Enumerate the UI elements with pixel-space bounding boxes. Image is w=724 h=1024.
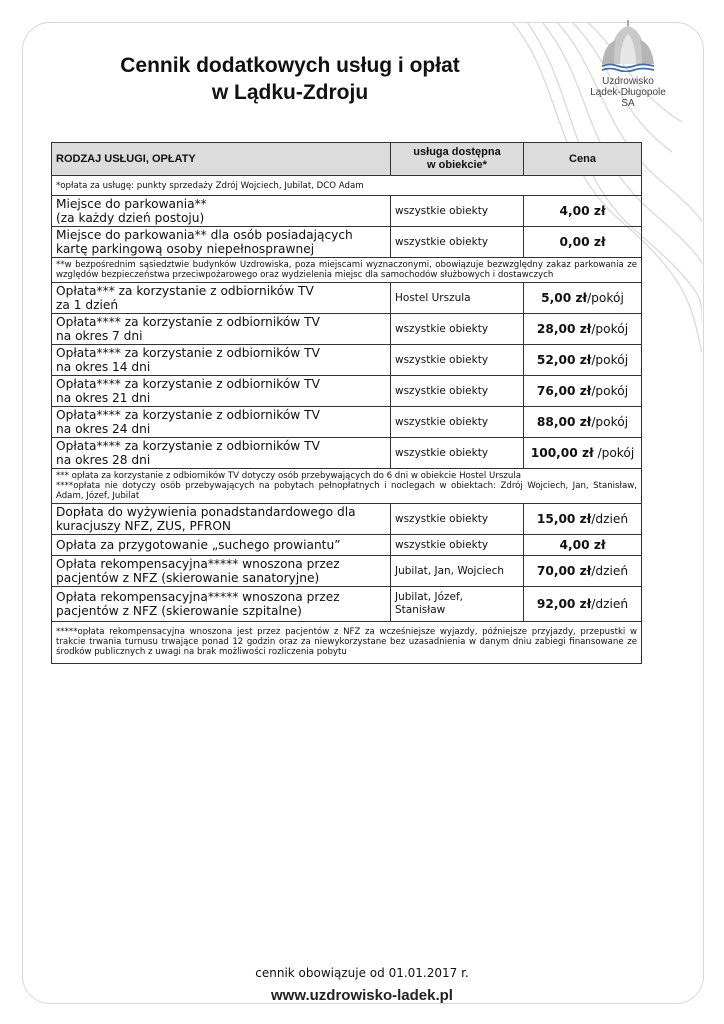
availability-cell: wszystkie obiekty xyxy=(391,227,524,258)
service-line-2: na okres 14 dni xyxy=(56,360,151,374)
price-unit: /pokój xyxy=(587,291,624,305)
availability-line-1: wszystkie obiekty xyxy=(395,538,489,551)
price-amount: 52,00 zł xyxy=(536,353,592,367)
availability-cell: Hostel Urszula xyxy=(391,283,524,314)
price-amount: 4,00 zł xyxy=(559,538,606,552)
service-cell xyxy=(52,535,391,556)
service-cell xyxy=(52,227,391,258)
page-title xyxy=(80,52,500,106)
service-line-1: Miejsce do parkowania** xyxy=(56,197,207,211)
price-unit: /pokój xyxy=(591,415,629,429)
price-unit: /dzień xyxy=(591,564,629,578)
service-cell xyxy=(52,438,391,469)
availability-cell: wszystkie obiekty xyxy=(391,438,524,469)
price-cell xyxy=(524,556,642,587)
table-row xyxy=(52,196,642,227)
price-cell xyxy=(524,504,642,535)
price-amount: 4,00 zł xyxy=(559,204,606,218)
column-header-availability-line-2: w obiekcie* xyxy=(427,159,487,171)
price-cell xyxy=(524,345,642,376)
availability-cell: wszystkie obiekty xyxy=(391,196,524,227)
footnote-row xyxy=(52,469,642,504)
price-amount: 88,00 zł xyxy=(536,415,592,429)
service-cell xyxy=(52,556,391,587)
price-cell xyxy=(524,535,642,556)
title-line-1: Cennik dodatkowych usług i opłat xyxy=(120,54,460,77)
price-table xyxy=(51,142,642,664)
table-row xyxy=(52,587,642,622)
price-amount: 100,00 zł xyxy=(530,446,594,460)
service-line-1: Opłata rekompensacyjna***** wnoszona przez xyxy=(56,557,340,571)
price-unit: /dzień xyxy=(591,597,629,611)
availability-line-1: Jubilat, Jan, Wojciech xyxy=(395,564,505,577)
service-line-2: pacjentów z NFZ (skierowanie szpitalne) xyxy=(56,604,302,618)
service-cell xyxy=(52,376,391,407)
title-line-2: w Lądku-Zdroju xyxy=(211,81,369,104)
price-cell xyxy=(524,196,642,227)
price-cell xyxy=(524,587,642,622)
footnote-1: *opłata za usługę: punkty sprzedaży Zdrój Wojciech, Jubilat, DCO Adam xyxy=(52,176,642,196)
footnote-3-part-2: ****opłata nie dotyczy osób przebywających na pobytach pełnopłatnych i noclegach w obiektach: Zdrój Wojciech, Jan, Stanisław, Adam, Józef, Jubilat xyxy=(56,481,637,501)
service-line-1: Opłata**** za korzystanie z odbiorników TV xyxy=(56,377,320,391)
service-cell xyxy=(52,587,391,622)
price-amount: 5,00 zł xyxy=(541,291,588,305)
service-line-2: na okres 7 dni xyxy=(56,329,143,343)
footnote-row xyxy=(52,176,642,196)
service-cell xyxy=(52,407,391,438)
price-amount: 0,00 zł xyxy=(559,235,606,249)
table-row xyxy=(52,438,642,469)
table-row xyxy=(52,345,642,376)
footnote-row xyxy=(52,622,642,664)
service-cell xyxy=(52,504,391,535)
service-line-2: za 1 dzień xyxy=(56,298,119,312)
price-amount: 92,00 zł xyxy=(536,597,592,611)
availability-cell: wszystkie obiekty xyxy=(391,407,524,438)
logo-text-line-2: Lądek-Długopole SA xyxy=(590,87,666,109)
availability-cell xyxy=(391,587,524,622)
column-header-price: Cena xyxy=(524,143,642,176)
availability-line-1: wszystkie obiekty xyxy=(395,512,489,525)
availability-cell: wszystkie obiekty xyxy=(391,345,524,376)
availability-cell xyxy=(391,504,524,535)
footnote-row xyxy=(52,258,642,283)
column-header-service: RODZAJ USŁUGI, OPŁATY xyxy=(52,143,391,176)
column-header-availability-line-1: usługa dostępna xyxy=(413,146,501,158)
table-row xyxy=(52,556,642,587)
table-row xyxy=(52,504,642,535)
service-line-1: Opłata rekompensacyjna***** wnoszona przez xyxy=(56,590,340,604)
price-cell xyxy=(524,283,642,314)
footnote-2: **w bezpośrednim sąsiedztwie budynków Uzdrowiska, poza miejscami wyznaczonymi, obowiązuje bezwzględny zakaz parkowania ze względów bezpieczeństwa przeciwpożarowego oraz wydzielenia miejsc dla samochodów służbowych i dostawczych xyxy=(52,258,642,283)
footnote-3-part-1: *** opłata za korzystanie z odbiorników TV dotyczy osób przebywających do 6 dni w obiekcie Hostel Urszula xyxy=(56,471,521,481)
table-row xyxy=(52,376,642,407)
service-line-2: na okres 21 dni xyxy=(56,391,151,405)
service-line-1: Opłata**** za korzystanie z odbiorników TV xyxy=(56,315,320,329)
table-row xyxy=(52,407,642,438)
price-unit: /pokój xyxy=(591,322,629,336)
table-row xyxy=(52,314,642,345)
table-row xyxy=(52,227,642,258)
price-cell xyxy=(524,438,642,469)
availability-line-2: Stanisław xyxy=(395,604,446,616)
logo-text-line-1: Uzdrowisko xyxy=(602,76,654,87)
service-cell xyxy=(52,314,391,345)
website-url: www.uzdrowisko-ladek.pl xyxy=(271,987,453,1004)
availability-cell xyxy=(391,556,524,587)
column-header-availability xyxy=(391,143,524,176)
table-row xyxy=(52,535,642,556)
price-unit: /pokój xyxy=(591,384,629,398)
footnote-3 xyxy=(52,469,642,504)
service-line-1: Opłata**** za korzystanie z odbiorników TV xyxy=(56,346,320,360)
service-line-1: Opłata**** za korzystanie z odbiorników TV xyxy=(56,408,320,422)
service-cell xyxy=(52,283,391,314)
price-cell xyxy=(524,376,642,407)
footnote-4: *****opłata rekompensacyjna wnoszona jest przez pacjentów z NFZ za wcześniejsze wyjazdy, późniejsze przyjazdy, przepustki w trakcie trwania turnusu trwające ponad 12 godzin oraz za niewykorzystane bez uzasadnienia w danym dniu zabiegi finansowane ze środków publicznych z uwagi na brak możliwości rozliczenia pobytu xyxy=(52,622,642,664)
service-line-2: na okres 24 dni xyxy=(56,422,151,436)
service-line-1: Opłata**** za korzystanie z odbiorników TV xyxy=(56,439,320,453)
price-amount: 70,00 zł xyxy=(536,564,592,578)
price-amount: 76,00 zł xyxy=(536,384,592,398)
service-line-2: kartę parkingową osoby niepełnosprawnej xyxy=(56,242,315,256)
table-row xyxy=(52,283,642,314)
service-line-1: Miejsce do parkowania** dla osób posiadających xyxy=(56,228,353,242)
service-line-1: Opłata*** za korzystanie z odbiorników TV xyxy=(56,284,314,298)
price-amount: 28,00 zł xyxy=(536,322,592,336)
service-line-2: (za każdy dzień postoju) xyxy=(56,211,205,225)
company-logo xyxy=(588,18,668,109)
availability-cell xyxy=(391,535,524,556)
price-cell xyxy=(524,227,642,258)
validity-note: cennik obowiązuje od 01.01.2017 r. xyxy=(255,966,469,980)
price-unit: /pokój xyxy=(593,446,635,460)
price-cell xyxy=(524,314,642,345)
service-cell xyxy=(52,345,391,376)
table-header-row xyxy=(52,143,642,176)
availability-cell: wszystkie obiekty xyxy=(391,314,524,345)
availability-cell: wszystkie obiekty xyxy=(391,376,524,407)
service-cell xyxy=(52,196,391,227)
availability-line-1: Jubilat, Józef, xyxy=(395,591,464,603)
service-line-2: na okres 28 dni xyxy=(56,453,151,467)
service-line-2: kuracjuszy NFZ, ZUS, PFRON xyxy=(56,519,232,533)
price-amount: 15,00 zł xyxy=(536,512,592,526)
service-line-2: pacjentów z NFZ (skierowanie sanatoryjne) xyxy=(56,571,320,585)
price-cell xyxy=(524,407,642,438)
price-unit: /dzień xyxy=(591,512,629,526)
price-unit: /pokój xyxy=(591,353,629,367)
service-line-1: Opłata za przygotowanie „suchego prowiantu” xyxy=(56,538,341,552)
spa-building-icon xyxy=(598,18,658,72)
service-line-1: Dopłata do wyżywienia ponadstandardowego dla xyxy=(56,505,356,519)
